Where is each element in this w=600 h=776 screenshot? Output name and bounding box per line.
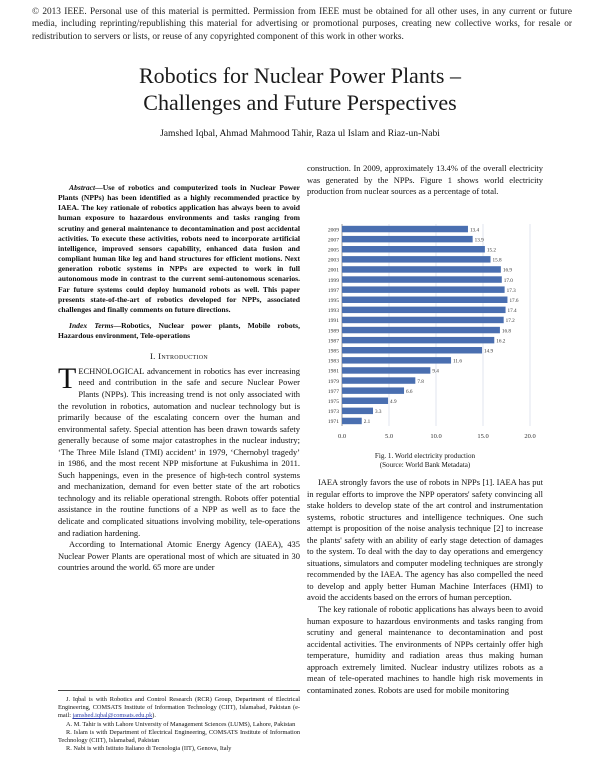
category-label: 1985 [327, 348, 339, 355]
category-label: 2009 [327, 227, 339, 234]
bar [342, 377, 415, 383]
value-label: 13.9 [474, 237, 484, 244]
x-tick-label: 5.0 [384, 433, 394, 440]
x-tick-label: 20.0 [524, 433, 536, 440]
value-label: 16.2 [496, 338, 506, 345]
footnote-1-end: ). [152, 712, 156, 720]
bar [342, 327, 500, 333]
left-column [58, 183, 300, 574]
bar [342, 367, 430, 373]
category-label: 1983 [327, 358, 339, 365]
footnote-author-2: A. M. Tahir is with Lahore University of Management Sciences (LUMS), Lahore, Pakistan [66, 720, 296, 728]
category-label: 1975 [327, 398, 339, 405]
category-label: 2003 [327, 257, 339, 264]
category-label: 1979 [327, 378, 339, 385]
category-label: 1999 [327, 277, 339, 284]
bar [342, 408, 373, 414]
bar [342, 418, 362, 424]
bar [342, 337, 494, 343]
category-label: 1973 [327, 409, 339, 416]
x-tick-label: 15.0 [477, 433, 489, 440]
category-label: 1977 [327, 388, 339, 395]
category-label: 2005 [327, 247, 339, 254]
value-label: 16.8 [501, 328, 511, 335]
abstract-text: —Use of robotics and computerized tools in Nuclear Power Plants (NPPs) has been identified as a highly recommended practice by IAEA. The key rationale of robotics application has always been to avoid human exposure to hazardous environments and tasks ranging from scrutiny and general maintenance to decontamination and post accidental activities. To execute these activities, robots need to incorporate artificial intelligence, improved sensors capability, enhanced data fusion and compliant human like leg and hand structures for efficient motions. Next generation robotic systems in NPPs are expected to work in full autonomous mode in contrast to the current semi-autonomous scenarios. Far future systems could deploy humanoid robots as well. This paper presents state-of-the-art of robotics developed for NPPs, associated challenges and finally comments on future directions. [58, 183, 300, 314]
caption-line-2: (Source: World Bank Metadata) [379, 461, 471, 469]
category-label: 1997 [327, 287, 339, 294]
electricity-production-chart [316, 220, 544, 446]
value-label: 17.0 [503, 277, 513, 284]
category-label: 1989 [327, 328, 339, 335]
category-label: 1995 [327, 297, 339, 304]
index-terms-lead: Index Terms [69, 321, 114, 331]
value-label: 11.6 [453, 358, 462, 365]
right-column-top [307, 163, 543, 198]
value-label: 17.2 [505, 318, 515, 325]
drop-cap: T [58, 361, 77, 395]
category-label: 1987 [327, 338, 339, 345]
value-label: 17.4 [507, 308, 517, 315]
copyright-notice: © 2013 IEEE. Personal use of this material is permitted. Permission from IEEE must be obtained for all other uses, in any current or future media, including reprinting/republishing this material for advertising or promotional purposes, creating new collective works, for resale or redistribution to servers or lists, or reuse of any copyrighted component of this work in other works. [32, 7, 572, 42]
intro-paragraph-1 [58, 361, 300, 539]
email-link[interactable]: jamshed.iqbal@comsats.edu.pk [72, 712, 153, 720]
category-label: 1993 [327, 308, 339, 315]
value-label: 16.9 [502, 267, 512, 274]
caption-line-1: Fig. 1. World electricity production [374, 452, 476, 460]
index-terms [58, 321, 300, 341]
footnote-author-1 [58, 696, 300, 721]
bar [342, 357, 451, 363]
x-tick-label: 10.0 [430, 433, 442, 440]
author-list: Jamshed Iqbal, Ahmad Mahmood Tahir, Raza ul Islam and Riaz-un-Nabi [160, 128, 440, 139]
bar [342, 236, 473, 242]
bar [342, 387, 404, 393]
figure-caption [307, 452, 543, 470]
value-label: 14.9 [484, 348, 494, 355]
value-label: 9.4 [432, 368, 439, 375]
value-label: 4.9 [390, 398, 397, 405]
value-label: 17.6 [509, 297, 519, 304]
bar [342, 398, 388, 404]
value-label: 15.8 [492, 257, 502, 264]
x-tick-label: 0.0 [337, 433, 347, 440]
title-line-1: Robotics for Nuclear Power Plants – [139, 63, 461, 88]
footnote-author-4: R. Nabi is with Istituto Italiano di Tecnologia (IIT), Genova, Italy [66, 745, 232, 753]
footnote-author-3: R. Islam is with Department of Electrical Engineering, COMSATS Institute of Information Technology (CIIT), Islamabad, Pakistan [58, 728, 300, 745]
value-label: 6.6 [406, 388, 413, 395]
footnote-1-text: J. Iqbal is with Robotics and Control Research (RCR) Group, Department of Electrical Engineering, COMSATS Institute of Information Technology (CIIT), Islamabad, Pakistan (e-mail: [58, 696, 300, 720]
value-label: 15.2 [486, 247, 496, 254]
category-label: 1981 [327, 368, 339, 375]
bar [342, 266, 501, 272]
index-terms-text: —Robotics, Nuclear power plants, Mobile robots, Hazardous environment, Tele-operations [58, 321, 300, 341]
paper-title [0, 62, 600, 116]
abstract-lead: Abstract [69, 183, 96, 192]
bar [342, 347, 482, 353]
category-label: 2007 [327, 237, 339, 244]
bar [342, 246, 485, 252]
bar [342, 297, 507, 303]
section-heading-introduction: I. Introduction [149, 351, 209, 362]
right-intro-text: construction. In 2009, approximately 13.4% of the overall electricity was generated by the NPPs. Figure 1 shows world electricity production from nuclear sources as a percentage of total. [307, 163, 543, 197]
right-paragraph-2: The key rationale of robotic applications has always been to avoid human exposure to hazardous environments and tasks ranging from scrutiny and general maintenance to decontamination and post accidental activities. The environments of NPPs certainly offer high temperature, humidity and radiation areas thus making human approach extremely limited. Nuclear industry utilizes robots as a mean of tele-operated machines to handle high risk movements in contaminated zones. Robots are used for mobile monitoring [307, 604, 543, 695]
title-line-2: Challenges and Future Perspectives [143, 90, 457, 115]
value-label: 7.8 [417, 378, 424, 385]
bar [342, 226, 468, 232]
value-label: 13.4 [469, 227, 480, 234]
value-label: 3.3 [375, 409, 382, 416]
category-label: 2001 [327, 267, 339, 274]
bar [342, 256, 491, 262]
category-label: 1971 [327, 419, 339, 426]
bar [342, 276, 502, 282]
bar [342, 286, 505, 292]
abstract [58, 183, 300, 315]
value-label: 2.1 [363, 419, 371, 426]
intro-text-1: ECHNOLOGICAL advancement in robotics has ever increasing need and contribution in the safe and secure Nuclear Power Plants (NPPs). This increasing trend is not only associated with the revolution in robotics, automation and nuclear technology but is primarily because of the escalating concern over the human and environmental safety. Special attention has been drawn towards safety generally because of some major catastrophes in the nuclear industry; ‘The Three Mile Island (TMI) accident’ in 1979, ‘Chernobyl tragedy’ in 1986, and the most recent NPP misfortune at Fukushima in 2011. Such happenings, even in the presence of high-tech control systems and mechanization, demand for even better state of the art robotics technology and its reliable operational strength. Robots offer potential assistance in the routine functions of a NPP as well as to face the delicate and complicated situations involving mobility, tele-operations and radiation hardening. [58, 365, 300, 538]
value-label: 17.3 [506, 287, 516, 294]
footnotes [58, 690, 300, 753]
bar [342, 307, 506, 313]
category-label: 1991 [327, 318, 339, 325]
right-column-body [307, 477, 543, 696]
right-paragraph-1: IAEA strongly favors the use of robots in NPPs [1]. IAEA has put in regular efforts to improve the NPP operators' safety convincing all stake holders to develop state of the art control and instrumentation systems, robotic structures and intelligence techniques. One such attempt is proposition of the noise analysis technique [2] to increase the plants' safety with an ability of early stage detection of damages to the system. To deal with the day to day operations and emergency situations, simulators and computer modeling techniques are strongly recommended by the IAEA. The agency has also compelled the need to develop and apply better Human Machine Interfaces (HMI) to avoid the accidents based on the errors of human perception. [307, 477, 543, 603]
bar [342, 317, 504, 323]
intro-paragraph-2: According to International Atomic Energy Agency (IAEA), 435 Nuclear Power Plants are operational most of which are situated in 30 countries around the world. 65 more are under [58, 539, 300, 573]
